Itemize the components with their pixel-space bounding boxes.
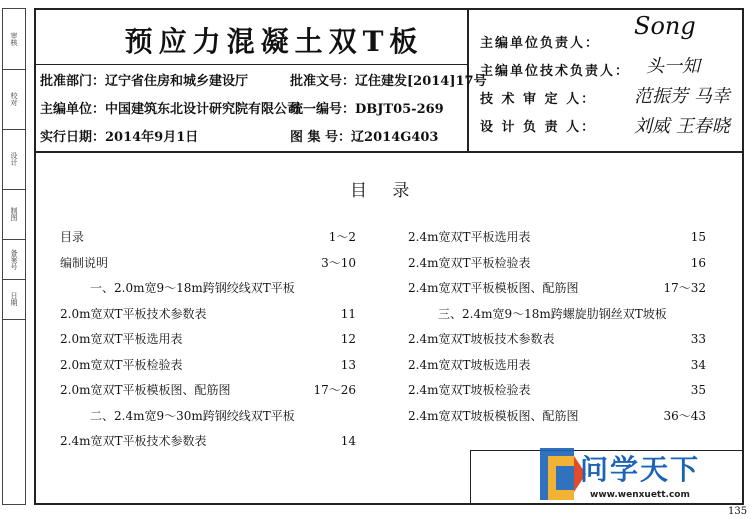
toc-entry[interactable] bbox=[60, 432, 356, 449]
sidebar-label: 校对 bbox=[3, 69, 25, 130]
toc-entry-label: 2.4m宽双T坡板选用表 bbox=[408, 357, 531, 372]
toc-entry-pages: 17～32 bbox=[663, 281, 706, 295]
page-number: 135 bbox=[728, 506, 748, 517]
toc-entry-pages: 17～26 bbox=[313, 383, 356, 397]
toc-entry-label: 2.4m宽双T坡板检验表 bbox=[408, 383, 531, 397]
watermark-brand: 问学天下 bbox=[580, 453, 701, 486]
signature-tech-head: 头一知 bbox=[646, 56, 700, 77]
toc-entry-pages: 16 bbox=[690, 255, 706, 270]
sidebar-label: 备案号 bbox=[3, 239, 25, 280]
toc-entry-pages: 33 bbox=[690, 332, 706, 346]
left-sidebar-strip bbox=[2, 8, 26, 505]
toc-entry-pages: 3～10 bbox=[321, 255, 356, 270]
approval-dept: 批准部门：辽宁省住房和城乡建设厅 bbox=[40, 74, 249, 89]
toc-entry-label: 目录 bbox=[60, 230, 85, 244]
toc-entry-pages: 35 bbox=[690, 383, 706, 397]
sidebar-label: 制图 bbox=[3, 189, 25, 240]
atlas-number: 图 集 号：辽2014G403 bbox=[290, 130, 439, 145]
toc-entry[interactable] bbox=[60, 381, 356, 398]
toc-entry-pages: 14 bbox=[340, 434, 356, 448]
toc-entry-label: 2.4m宽双T平板选用表 bbox=[408, 230, 531, 244]
header-block bbox=[34, 8, 744, 153]
sig-label-tech-head: 主编单位技术负责人： bbox=[480, 64, 631, 79]
toc-entry-pages: 12 bbox=[340, 332, 356, 346]
editor-unit: 主编单位：中国建筑东北设计研究院有限公司 bbox=[40, 102, 301, 117]
toc-entry-label: 2.4m宽双T坡板技术参数表 bbox=[408, 332, 555, 346]
toc-entry-label: 2.0m宽双T平板检验表 bbox=[60, 357, 183, 372]
sig-label-design-lead: 设 计 负 责 人： bbox=[480, 120, 597, 135]
watermark-url: www.wenxuett.com bbox=[590, 490, 690, 500]
toc-entry[interactable] bbox=[60, 228, 356, 245]
toc-entry-label: 2.4m宽双T坡板模板图、配筋图 bbox=[408, 408, 579, 423]
toc-entry-label: 2.0m宽双T平板模板图、配筋图 bbox=[60, 383, 231, 397]
toc-entry[interactable] bbox=[408, 356, 706, 373]
signature-design-lead: 刘威 王春晓 bbox=[634, 116, 730, 137]
toc-entry-label: 2.4m宽双T平板模板图、配筋图 bbox=[408, 281, 579, 295]
toc-entry[interactable] bbox=[408, 254, 706, 271]
sidebar-label: 日期 bbox=[3, 279, 25, 320]
toc-section-heading: 一、2.0m宽9～18m跨钢绞线双T平板 bbox=[90, 281, 295, 295]
unified-number: 统一编号：DBJT05-269 bbox=[290, 102, 444, 117]
toc-entry[interactable] bbox=[408, 330, 706, 347]
toc-section-heading: 三、2.4m宽9～18m跨螺旋肋钢丝双T坡板 bbox=[438, 306, 667, 321]
effective-date: 实行日期：2014年9月1日 bbox=[40, 130, 199, 145]
toc-entry[interactable] bbox=[60, 356, 356, 373]
toc-entry-label: 2.0m宽双T平板选用表 bbox=[60, 332, 183, 346]
toc-entry-pages: 36～43 bbox=[663, 408, 706, 423]
toc-entry-label: 2.4m宽双T平板技术参数表 bbox=[60, 434, 207, 448]
toc-entry-pages: 34 bbox=[690, 357, 706, 372]
toc-entry[interactable] bbox=[60, 330, 356, 347]
sig-label-reviewer: 技 术 审 定 人： bbox=[480, 92, 597, 107]
header-rule bbox=[34, 64, 467, 65]
document-title: 预应力混凝土双T板 bbox=[124, 25, 424, 58]
approval-doc-no: 批准文号：辽住建发[2014]17号 bbox=[290, 74, 487, 89]
toc-entry[interactable] bbox=[408, 228, 706, 245]
toc-entry-label: 2.4m宽双T平板检验表 bbox=[408, 255, 531, 270]
toc-entry-pages: 13 bbox=[340, 357, 356, 372]
sidebar-label: 设计 bbox=[3, 129, 25, 190]
toc-entry[interactable] bbox=[60, 254, 356, 271]
toc-entry[interactable] bbox=[408, 407, 706, 424]
toc-entry[interactable] bbox=[60, 305, 356, 322]
sidebar-label: 审核 bbox=[3, 9, 25, 70]
toc-entry-label: 2.0m宽双T平板技术参数表 bbox=[60, 306, 207, 321]
toc-entry-pages: 1～2 bbox=[328, 230, 356, 244]
toc-entry-label: 编制说明 bbox=[60, 255, 109, 270]
toc-entry-pages: 11 bbox=[340, 306, 356, 321]
toc-section-heading: 二、2.4m宽9～30m跨钢绞线双T平板 bbox=[90, 408, 295, 423]
toc-entry-pages: 15 bbox=[690, 230, 706, 244]
toc-entry[interactable] bbox=[408, 381, 706, 398]
toc-title: 目 录 bbox=[350, 181, 420, 201]
signature-editor-head: Song bbox=[634, 12, 696, 40]
sig-label-editor-head: 主编单位负责人： bbox=[480, 36, 601, 51]
toc-entry[interactable] bbox=[408, 279, 706, 296]
signature-reviewer: 范振芳 马幸 bbox=[634, 86, 730, 107]
